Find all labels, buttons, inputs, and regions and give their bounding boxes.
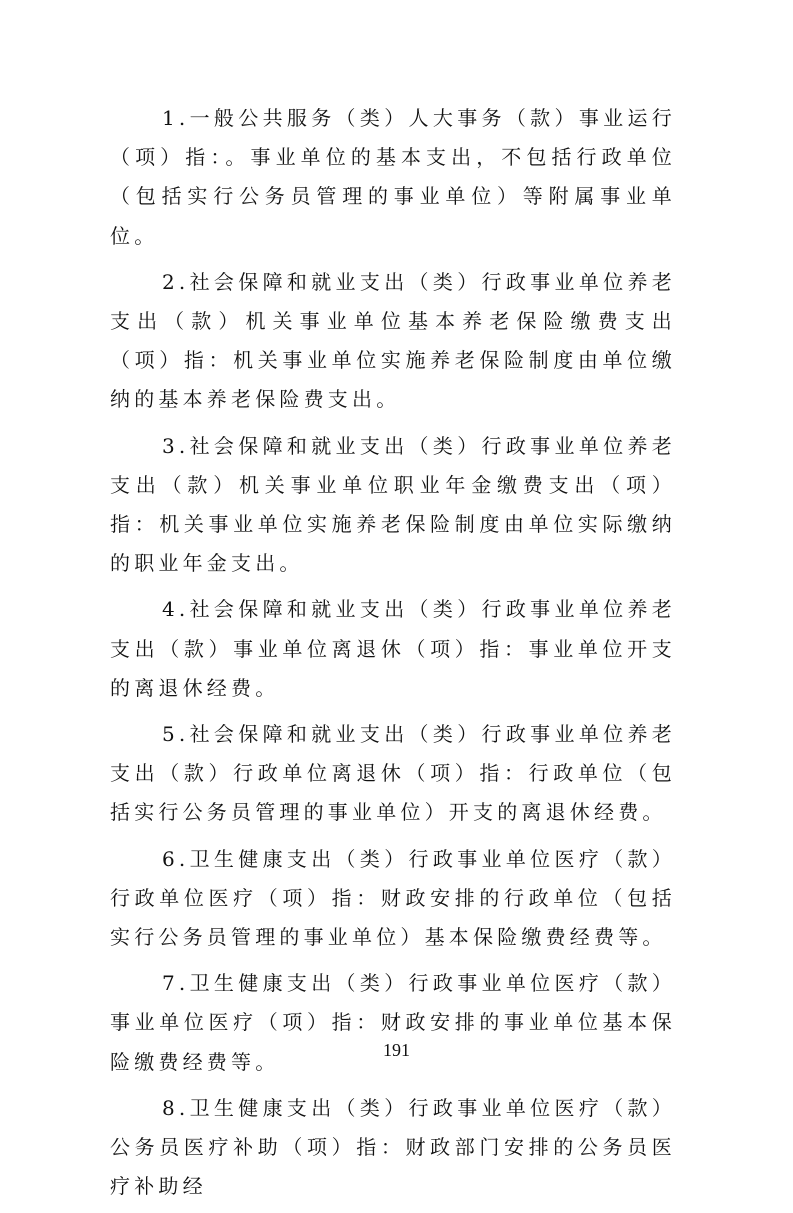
paragraph-5: 5.社会保障和就业支出（类）行政事业单位养老支出（款）行政单位离退休（项）指：行政单位（包括实行公务员管理的事业单位）开支的离退休经费。 [110,722,676,825]
paragraph-6: 6.卫生健康支出（类）行政事业单位医疗（款）行政单位医疗（项）指：财政安排的行政单位（包括实行公务员管理的事业单位）基本保险缴费经费等。 [110,846,676,950]
page-number: 191 [383,1040,410,1060]
paragraph-4: 4.社会保障和就业支出（类）行政事业单位养老支出（款）事业单位离退休（项）指：事业单位开支的离退休经费。 [110,597,676,700]
paragraph-7: 7.卫生健康支出（类）行政事业单位医疗（款）事业单位医疗（项）指：财政安排的事业单位基本保险缴费经费等。 [110,971,676,1074]
paragraph-3: 3.社会保障和就业支出（类）行政事业单位养老支出（款）机关事业单位职业年金缴费支出（项）指：机关事业单位实施养老保险制度由单位实际缴纳的职业年金支出。 [110,433,676,576]
paragraph-8: 8.卫生健康支出（类）行政事业单位医疗（款）公务员医疗补助（项）指：财政部门安排的公务员医疗补助经 [110,1095,676,1199]
paragraph-1: 1.一般公共服务（类）人大事务（款）事业运行（项）指：。事业单位的基本支出，不包括行政单位（包括实行公务员管理的事业单位）等附属事业单位。 [110,106,676,248]
paragraph-2: 2.社会保障和就业支出（类）行政事业单位养老支出（款）机关事业单位基本养老保险缴费支出（项）指：机关事业单位实施养老保险制度由单位缴纳的基本养老保险费支出。 [110,269,676,412]
